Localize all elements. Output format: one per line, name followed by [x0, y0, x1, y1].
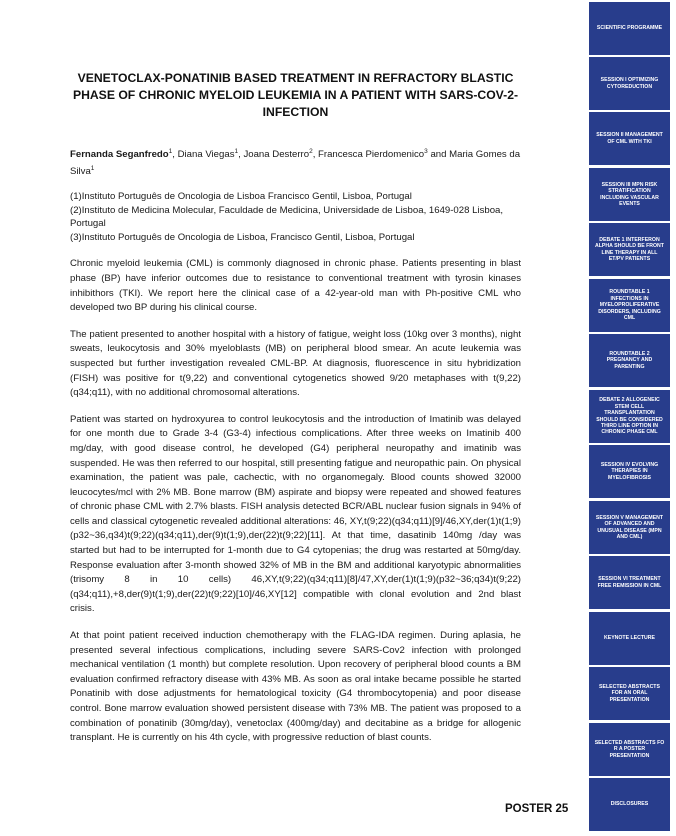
sidebar-item-session-4[interactable]: SESSION IV EVOLVING THERAPIES IN MYELOFIBROSIS [589, 445, 670, 498]
article [70, 70, 521, 758]
sidebar-item-oral-abstracts[interactable]: SELECTED ABSTRACTS FOR AN ORAL PRESENTATION [589, 667, 670, 720]
sidebar-item-debate-1[interactable]: DEBATE 1 INTERFERON ALPHA SHOULD BE FRONT LINE THERAPY IN ALL ET/PV PATIENTS [589, 223, 670, 276]
author: Joana Desterro$^2$, [243, 148, 319, 161]
affiliation-list [70, 190, 521, 244]
author: Fernanda Seganfredo$^1$, [70, 148, 178, 161]
sidebar-item-roundtable-1[interactable]: ROUNDTABLE 1 INFECTIONS IN MYELOPROLIFERATIVE DISORDERS, INCLUDING CML [589, 279, 670, 332]
sidebar-item-session-2[interactable]: SESSION II MANAGEMENT OF CML WITH TKI [589, 112, 670, 165]
affiliation: (1)Instituto Português de Oncologia de Lisboa Francisco Gentil, Lisboa, Portugal [70, 191, 412, 203]
sidebar-item-disclosures[interactable]: DISCLOSURES [589, 778, 670, 831]
body-paragraph: At that point patient received induction chemotherapy with the FLAG-IDA regimen. During aplasia, he presented several infectious complications, including severe SARS-Cov2 infection with prolonged mechanical ventilation (1 month) but complete resolution. Upon recovery of peripheral blood counts a BM evaluation confirmed refractory disease with 43% MB. As soon as oral intake became possible he started Ponatinib with dose adjustments for hematological toxicity (G4 thrombocytopenia) and poor disease control. Bone marrow evaluation showed persistent disease with 73% MB. The patient was proposed to a combination of ponatinib (30mg/day), venetoclax (400mg/day) and decitabine as a bridge for allogenic transplant. He is currently on his 4th cycle, with progressive reduction of blast counts. [70, 630, 521, 744]
sidebar-item-keynote-lecture[interactable]: KEYNOTE LECTURE [589, 612, 670, 665]
sidebar-item-roundtable-2[interactable]: ROUNDTABLE 2 PREGNANCY AND PARENTING [589, 334, 670, 387]
affiliation: (2)Instituto de Medicina Molecular, Faculdade de Medicina, Universidade de Lisboa, 1649-028 Lisboa, Portugal [70, 204, 504, 230]
author: Maria Gomes da Silva$^1$ [70, 149, 521, 177]
author: Diana Viegas$^1$, [177, 148, 244, 161]
sidebar-item-debate-2[interactable]: DEBATE 2 ALLOGENEIC STEM CELL TRANSPLANTATION SHOULD BE CONSIDERED THIRD LINE OPTION IN CHRONIC PHASE CML [589, 390, 670, 443]
sidebar-nav [589, 0, 670, 836]
sidebar-item-session-1[interactable]: SESSION I OPTIMIZING CYTOREDUCTION [589, 57, 670, 110]
author: Francesca Pierdomenico$^3$ and [318, 148, 450, 161]
affiliation: (3)Instituto Português de Oncologia de Lisboa, Francisco Gentil, Lisboa, Portugal [70, 231, 415, 243]
sidebar-item-session-6[interactable]: SESSION VI TREATMENT FREE REMISSION IN CML [589, 556, 670, 609]
sidebar-item-scientific-programme[interactable]: SCIENTIFIC PROGRAMME [589, 2, 670, 55]
sidebar-item-session-5[interactable]: SESSION V MANAGEMENT OF ADVANCED AND UNUSUAL DISEASE (MPN AND CML) [589, 501, 670, 554]
article-title: VENETOCLAX-PONATINIB BASED TREATMENT IN REFRACTORY BLASTIC PHASE OF CHRONIC MYELOID LEUKEMIA IN A PATIENT WITH SARS-COV-2-INFECTION [72, 71, 519, 119]
author-list [70, 145, 521, 178]
body-paragraph: Chronic myeloid leukemia (CML) is commonly diagnosed in chronic phase. Patients presenting in blast phase (BP) have inferior outcomes due to resistance to conventional treatment with tyrosin kinases inhibithors (TKI). We report here the clinical case of a 42-year-old man with Ph-positive CML who developed two BP during his clinical course. [70, 258, 521, 314]
body-paragraph: Patient was started on hydroxyurea to control leukocytosis and the introduction of Imatinib was delayed for one month due to Grade 3-4 (G3-4) infectious complications. After three weeks on Imatinib 400 mg/day, with good disease control, he developed (G4) peripheral neuropathy and imatinib was suspended. He was then referred to our hospital, still presenting fatigue and neuropathic pain. On physical examination, the patient was pale, cachectic, with no organomegaly. Blood counts showed 32000 leucocytes/mcl with 2% MB. Bone marrow (BM) aspirate and biopsy were repeated and showed features of chronic phase CML with 2.7% blasts. FISH analysis detected BCR/ABL nuclear fusion signals in 94% of cells and classical cytogenetic revealed additional alterations: 46, XY,t(9;22)(q34;q11)[9]/46,XY,der(1)t(1;9)(p32~36,q34)t(9;22)(q34;q11),der(9)t(1;9),der(22)t(9;22)[11]. At that time, dasatinib 140mg /day was started but had to be interrupted for 1-month due to G4 cytopenias; the drug was restarted at 50mg/day. Response evaluation after 3-month showed 32% of MB in the BM and additional karyotypic abnormalities (trisomy 8 in 10 cells) 46,XY,t(9;22)(q34;q11)[8]/47,XY,der(1)t(1;9)(p32~36;q34)t(9;22)(q34;q11),+8,der(9)t(1;9),der(22)t(9;22)[10]/46,XY[12] compatible with clonal evolution and 2nd blast crisis. [70, 413, 521, 615]
sidebar-item-poster-abstracts[interactable]: SELECTED ABSTRACTS FO R A POSTER PRESENTATION [589, 723, 670, 776]
sidebar-item-session-3[interactable]: SESSION III MPN RISK STRATIFICATION INCLUDING VASCULAR EVENTS [589, 168, 670, 221]
body-paragraph: The patient presented to another hospital with a history of fatigue, weight loss (10kg over 3 months), night sweats, leukocytosis and 30% myeloblasts (MB) on peripheral blood smear. An acute leukemia was suspected but further investigation revealed CML-BP. At diagnosis, fluorescence in situ hybridization (FISH) was positive for t(9,22) and conventional cytogenetics showed 9/20 metaphases with t(9,22) (q34;q11), with no additional chromosomal alterations. [70, 328, 521, 399]
poster-number: POSTER 25 [505, 803, 569, 815]
